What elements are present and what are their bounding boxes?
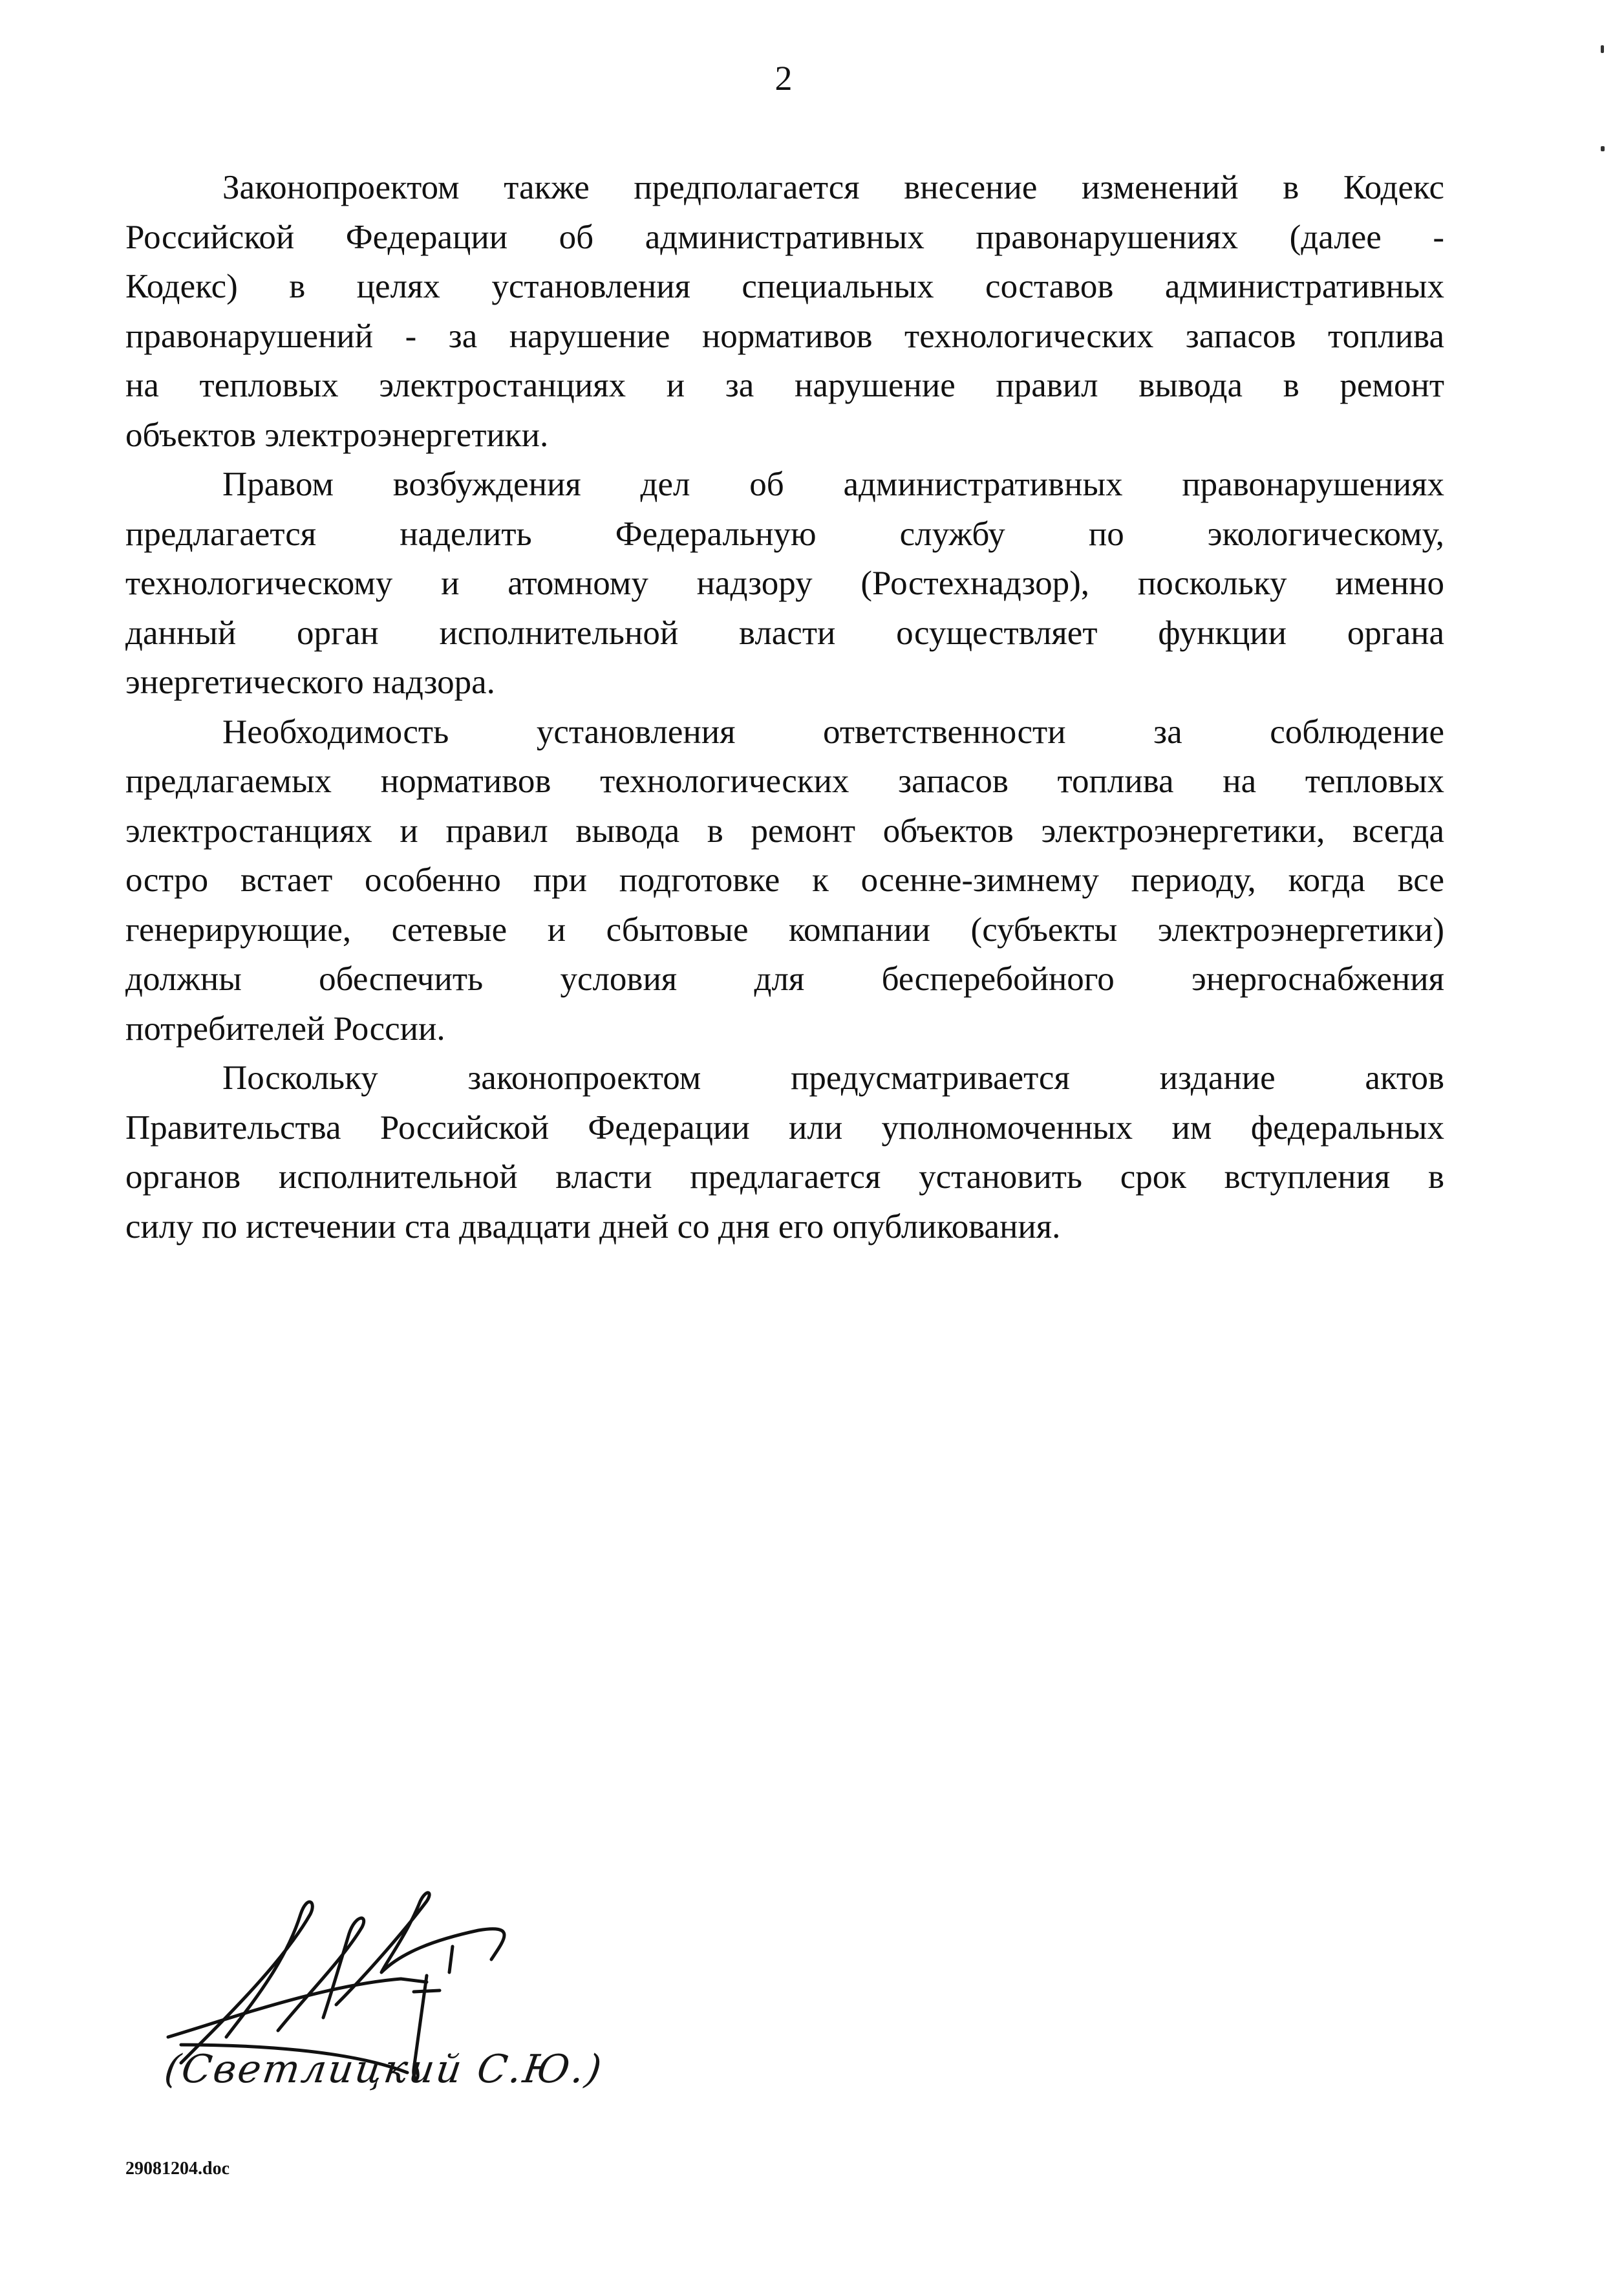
- footer-file-name: 29081204.doc: [125, 2159, 230, 2179]
- paragraph-line: электростанциях и правил вывода в ремонт объектов электроэнергетики, всегда: [125, 812, 1444, 850]
- paragraph-line: Поскольку законопроектом предусматривается издание актов: [222, 1059, 1444, 1097]
- paragraph-line: технологическому и атомному надзору (Ростехнадзор), поскольку именно: [125, 565, 1444, 602]
- paragraph-line: Правительства Российской Федерации или уполномоченных им федеральных: [125, 1108, 1444, 1147]
- paragraph-line: данный орган исполнительной власти осуществляет функции органа: [125, 614, 1444, 652]
- paragraph-line: Необходимость установления ответственности за соблюдение: [222, 713, 1444, 751]
- paragraph-line: предлагаемых нормативов технологических запасов топлива на тепловых: [125, 762, 1444, 800]
- handwritten-signer-name: (Светлицкий С.Ю.): [162, 2047, 606, 2092]
- scan-speck: [1601, 45, 1604, 53]
- paragraph-line: объектов электроэнергетики.: [125, 416, 549, 454]
- page-number: 2: [775, 59, 793, 98]
- paragraph-line: органов исполнительной власти предлагается установить срок вступления в: [125, 1158, 1444, 1196]
- paragraph-line: Российской Федерации об административных правонарушениях (далее -: [125, 218, 1444, 256]
- paragraph-line: Кодекс) в целях установления специальных составов административных: [125, 268, 1444, 305]
- paragraph-line: должны обеспечить условия для бесперебойного энергоснабжения: [125, 960, 1444, 998]
- paragraph-line: потребителей России.: [125, 1009, 445, 1048]
- paragraph-line: генерирующие, сетевые и сбытовые компании (субъекты электроэнергетики): [125, 911, 1444, 949]
- paragraph-line: Законопроектом также предполагается внесение изменений в Кодекс: [222, 169, 1444, 206]
- paragraph-line: остро встает особенно при подготовке к осенне-зимнему периоду, когда все: [125, 861, 1444, 899]
- paragraph-line: предлагается наделить Федеральную службу по экологическому,: [125, 515, 1444, 553]
- paragraph-line: правонарушений - за нарушение нормативов технологических запасов топлива: [125, 317, 1444, 355]
- paragraph-line: Правом возбуждения дел об административных правонарушениях: [222, 466, 1444, 503]
- document-body: [125, 163, 1444, 1251]
- scan-speck: [1601, 146, 1605, 151]
- paragraph-line: силу по истечении ста двадцати дней со дня его опубликования.: [125, 1207, 1061, 1245]
- paragraph-line: на тепловых электростанциях и за нарушение правил вывода в ремонт: [125, 367, 1444, 404]
- paragraph-line: энергетического надзора.: [125, 663, 495, 701]
